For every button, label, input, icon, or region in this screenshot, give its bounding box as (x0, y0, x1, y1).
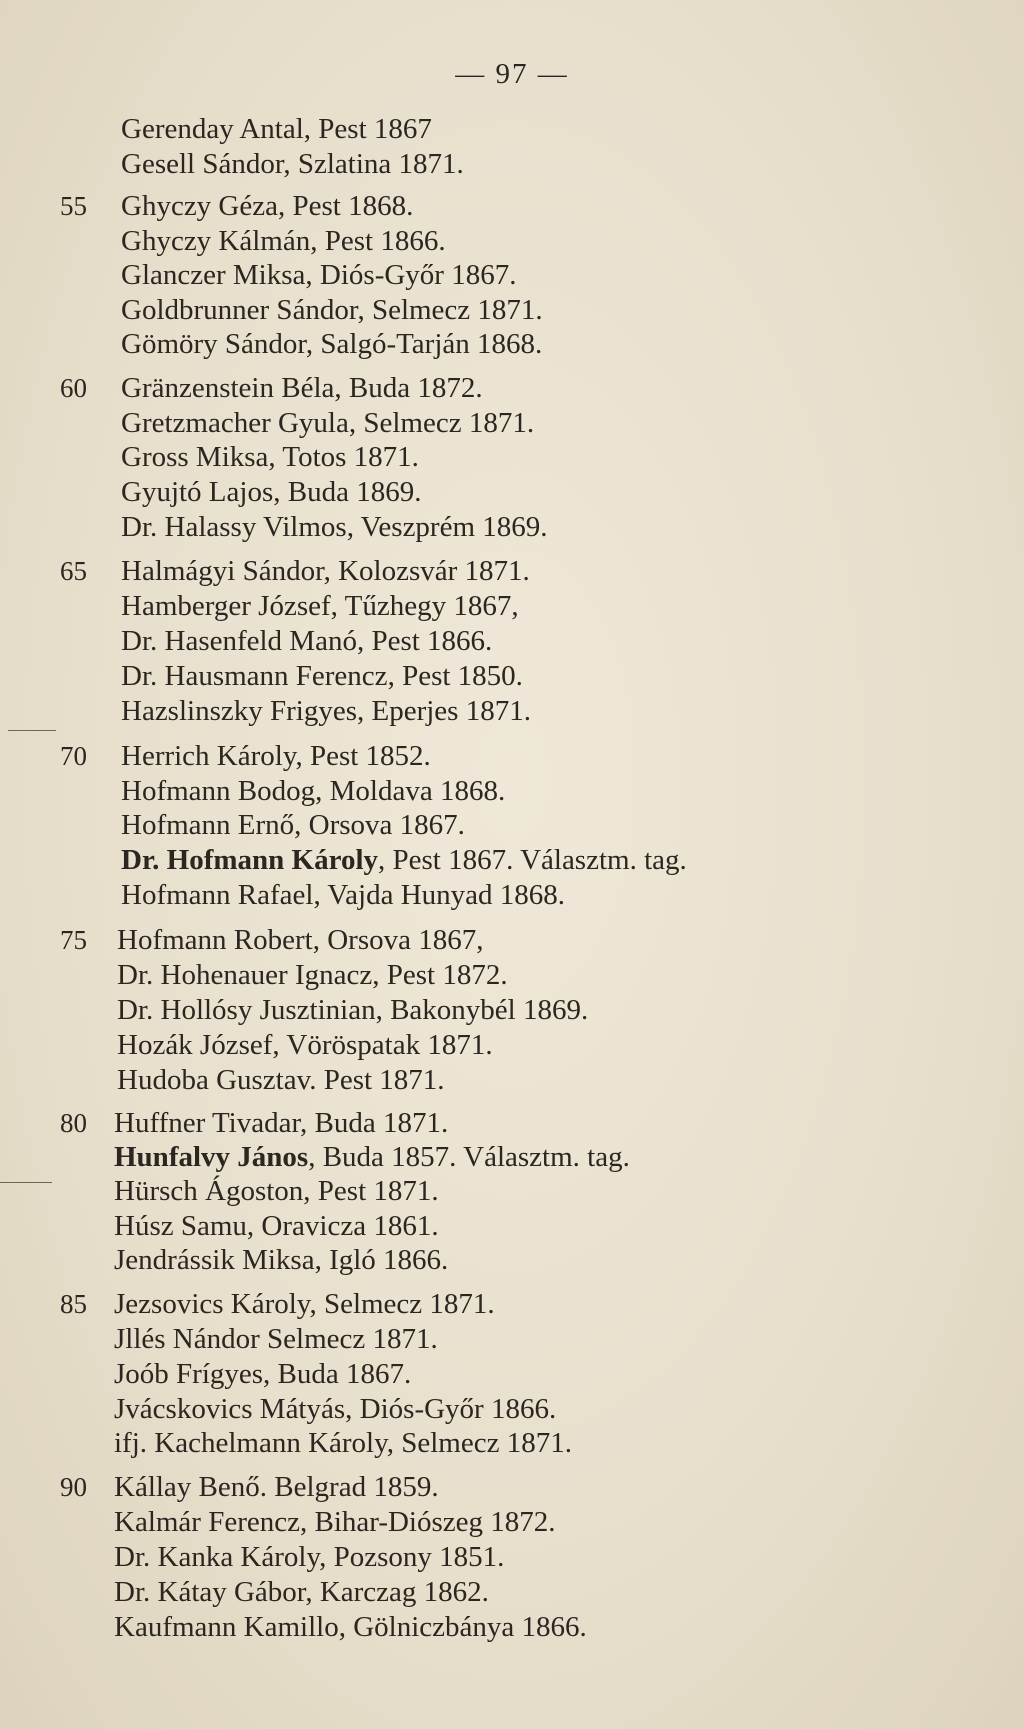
entry-details: , Pest 1850. (387, 660, 523, 692)
margin-mark (0, 1182, 52, 1183)
entry-title: ifj. (114, 1427, 155, 1459)
entry-number: 80 (60, 1108, 87, 1138)
entry-details: . Pest 1871. (309, 1064, 445, 1096)
list-item (0, 112, 1024, 146)
entry-text (121, 258, 516, 292)
entry-text (121, 739, 431, 773)
list-item (0, 993, 1024, 1027)
list-item (0, 878, 1024, 912)
list-item (0, 189, 1024, 223)
list-item (0, 624, 1024, 658)
entry-title: Dr. (121, 511, 165, 543)
entry-number: 70 (60, 741, 87, 771)
entry-details: , Igló 1866. (314, 1244, 449, 1276)
entry-text (114, 1322, 438, 1356)
entry-details: , Buda 1869. (273, 476, 422, 508)
list-item (0, 808, 1024, 842)
entry-details: , Buda 1871. (299, 1107, 449, 1139)
entry-details: , Pest 1852. (295, 740, 431, 772)
entry-name: Ghyczy Géza (121, 190, 278, 222)
entry-details: , Eperjes 1871. (357, 695, 531, 727)
list-item (0, 1106, 1024, 1140)
list-item (0, 774, 1024, 808)
entry-details: , Pest 1866. (310, 225, 446, 257)
page-number: — 97 — (455, 58, 569, 90)
entry-name: Húsz Samu (114, 1210, 247, 1242)
entry-name: Hürsch Ágoston (114, 1175, 304, 1207)
entry-details: . Belgrad 1859. (259, 1471, 439, 1503)
entry-text (121, 293, 543, 327)
list-item (0, 1322, 1024, 1356)
entry-name: Kalmár Ferencz (114, 1506, 300, 1538)
entry-text (117, 993, 588, 1027)
entry-details: , Vöröspatak 1871. (272, 1029, 493, 1061)
entry-name: Hofmann Rafael (121, 879, 314, 911)
entry-name: Jvácskovics Mátyás (114, 1393, 346, 1425)
entry-text (121, 440, 419, 474)
entry-text (121, 843, 687, 877)
entry-details: , Selmecz 1871. (348, 407, 535, 439)
list-item (0, 694, 1024, 728)
list-item (0, 1426, 1024, 1460)
entry-title: Dr. (114, 1541, 158, 1573)
entry-details: , Moldava 1868. (315, 775, 506, 807)
entry-title: Dr. (121, 844, 167, 876)
entry-details: , Tűzhegy 1867, (330, 590, 519, 622)
list-item (0, 327, 1024, 361)
list-item (0, 958, 1024, 992)
entry-name: Herrich Károly (121, 740, 296, 772)
entry-text (114, 1610, 587, 1644)
entry-text (121, 189, 413, 223)
entry-details: , Buda 1867. (263, 1358, 412, 1390)
entry-name: Hudoba Gusztav (117, 1064, 310, 1096)
entry-name: Gerenday Antal (121, 113, 304, 145)
entry-details: , Orsova 1867. (294, 809, 465, 841)
entry-name: Gränzenstein Béla (121, 372, 335, 404)
list-item (0, 1174, 1024, 1208)
entry-details: , Diós-Győr 1866. (345, 1393, 557, 1425)
list-item (0, 1505, 1024, 1539)
entry-title: Dr. (121, 625, 165, 657)
entry-text (114, 1392, 556, 1426)
list-item (0, 1063, 1024, 1097)
list-item (0, 406, 1024, 440)
entry-name: Gyujtó Lajos (121, 476, 274, 508)
list-item (0, 1357, 1024, 1391)
entry-name: Hollósy Jusztinian (160, 994, 376, 1026)
list-item (0, 224, 1024, 258)
entry-details: , Bakonybél 1869. (375, 994, 589, 1026)
entry-text (121, 589, 519, 623)
entry-text (121, 327, 542, 361)
entry-text (114, 1540, 504, 1574)
entry-text (114, 1470, 439, 1504)
entry-details: , Selmecz 1871. (357, 294, 543, 326)
entry-name: Hazslinszky Frigyes (121, 695, 357, 727)
list-item (0, 843, 1024, 877)
list-item (0, 589, 1024, 623)
entry-name: Jendrássik Miksa (114, 1244, 315, 1276)
list-item (0, 510, 1024, 544)
entry-details: Selmecz 1871. (259, 1323, 438, 1355)
list-item (0, 1140, 1024, 1174)
entry-title: Dr. (117, 959, 161, 991)
entry-text (121, 147, 464, 181)
list-item (0, 1287, 1024, 1321)
entry-details: , Pest 1867 (303, 113, 432, 145)
list-item (0, 659, 1024, 693)
entry-title: Dr. (117, 994, 161, 1026)
entry-text (117, 1063, 445, 1097)
entry-details: , Salgó-Tarján 1868. (305, 328, 543, 360)
entry-details: , Vajda Hunyad 1868. (313, 879, 566, 911)
entry-name: Kachelmann Károly (154, 1427, 387, 1459)
list-item (0, 554, 1024, 588)
entry-name: Hausmann Ferencz (164, 660, 388, 692)
entry-name: Joób Frígyes (114, 1358, 264, 1390)
list-item (0, 1575, 1024, 1609)
entry-name: Hozák József (117, 1029, 273, 1061)
entry-number: 65 (60, 556, 87, 586)
entry-name: Gross Miksa (121, 441, 269, 473)
entry-text (114, 1575, 489, 1609)
entry-name: Jllés Nándor (114, 1323, 260, 1355)
entry-text (114, 1140, 630, 1174)
entry-text (121, 659, 523, 693)
entry-text (117, 923, 483, 957)
list-item (0, 1209, 1024, 1243)
entry-text (121, 554, 530, 588)
list-item (0, 1610, 1024, 1644)
entry-name: Hamberger József (121, 590, 331, 622)
entry-details: , Totos 1871. (268, 441, 419, 473)
entry-details: , Szlatina 1871. (283, 148, 464, 180)
entry-details: , Kolozsvár 1871. (323, 555, 530, 587)
entry-details: , Pest 1866. (356, 625, 493, 657)
entry-text (121, 475, 421, 509)
entry-details: , Karczag 1862. (305, 1576, 489, 1608)
entry-text (121, 406, 534, 440)
entry-name: Huffner Tivadar (114, 1107, 300, 1139)
entry-details: , Pozsony 1851. (319, 1541, 505, 1573)
list-item (0, 1392, 1024, 1426)
entry-details: , Buda 1857. Választm. tag. (308, 1141, 630, 1173)
entry-name: Ghyczy Kálmán (121, 225, 311, 257)
entry-text (121, 510, 548, 544)
entry-name: Halassy Vilmos (164, 511, 347, 543)
entry-text (121, 224, 446, 258)
entry-details: , Selmecz 1871. (386, 1427, 572, 1459)
list-item (0, 1028, 1024, 1062)
entry-name: Hofmann Robert (117, 924, 313, 956)
list-item (0, 475, 1024, 509)
entry-text (121, 371, 483, 405)
entry-details: , Pest 1872. (372, 959, 508, 991)
entry-name: Kanka Károly (157, 1541, 320, 1573)
entry-details: , Orsova 1867, (312, 924, 484, 956)
list-item (0, 739, 1024, 773)
entry-name: Gesell Sándor (121, 148, 284, 180)
entry-title: Dr. (121, 660, 165, 692)
entry-name: Hofmann Bodog (121, 775, 316, 807)
entry-details: , Pest 1867. Választm. tag. (378, 844, 687, 876)
entry-details: , Selmecz 1871. (309, 1288, 495, 1320)
entry-text (114, 1174, 439, 1208)
entry-text (114, 1505, 556, 1539)
list-item (0, 923, 1024, 957)
entry-text (121, 774, 505, 808)
entry-text (114, 1357, 411, 1391)
entry-text (117, 1028, 493, 1062)
entry-text (121, 624, 492, 658)
entry-text (117, 958, 508, 992)
entry-details: , Pest 1871. (303, 1175, 439, 1207)
entry-text (114, 1106, 448, 1140)
list-item (0, 440, 1024, 474)
entry-text (121, 878, 565, 912)
entry-number: 60 (60, 373, 87, 403)
entry-name: Halmágyi Sándor (121, 555, 324, 587)
margin-mark (8, 730, 56, 731)
entry-text (121, 808, 465, 842)
entry-name: Kaufmann Kamillo (114, 1611, 339, 1643)
list-item (0, 147, 1024, 181)
entry-details: , Pest 1868. (278, 190, 414, 222)
entry-text (121, 694, 531, 728)
entry-number: 85 (60, 1289, 87, 1319)
entry-name: Kállay Benő (114, 1471, 260, 1503)
entry-name: Hohenauer Ignacz (160, 959, 373, 991)
entry-text (114, 1243, 448, 1277)
list-item (0, 293, 1024, 327)
entry-details: , Diós-Győr 1867. (305, 259, 517, 291)
entry-text (114, 1287, 495, 1321)
list-item (0, 1243, 1024, 1277)
entry-name: Gömöry Sándor (121, 328, 306, 360)
entry-name: Hunfalvy János (114, 1141, 309, 1173)
entry-name: Hofmann Károly (166, 844, 378, 876)
entry-details: , Gölniczbánya 1866. (338, 1611, 587, 1643)
entry-number: 55 (60, 191, 87, 221)
entry-number: 90 (60, 1472, 87, 1502)
entry-details: , Oravicza 1861. (246, 1210, 439, 1242)
entry-text (121, 112, 432, 146)
entry-details: , Bihar-Diószeg 1872. (299, 1506, 556, 1538)
entry-details: , Veszprém 1869. (346, 511, 548, 543)
list-item (0, 371, 1024, 405)
list-item (0, 1540, 1024, 1574)
entry-name: Jezsovics Károly (114, 1288, 310, 1320)
list-item (0, 258, 1024, 292)
entry-name: Goldbrunner Sándor (121, 294, 358, 326)
entry-details: , Buda 1872. (334, 372, 483, 404)
entry-name: Hofmann Ernő (121, 809, 295, 841)
entry-name: Hasenfeld Manó (164, 625, 357, 657)
entry-title: Dr. (114, 1576, 158, 1608)
entry-text (114, 1426, 572, 1460)
entry-name: Gretzmacher Gyula (121, 407, 349, 439)
list-item (0, 1470, 1024, 1504)
entry-number: 75 (60, 925, 87, 955)
entry-name: Kátay Gábor (157, 1576, 306, 1608)
entry-text (114, 1209, 439, 1243)
entry-name: Glanczer Miksa (121, 259, 306, 291)
